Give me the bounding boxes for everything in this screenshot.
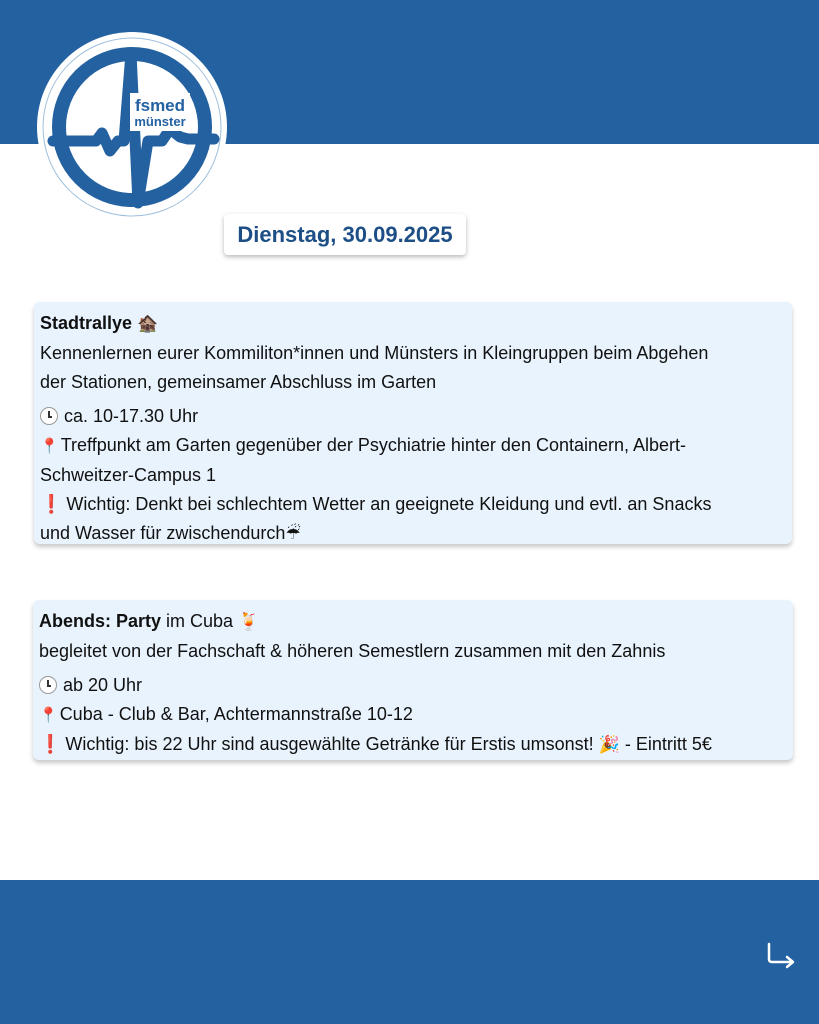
event-note-line2: und Wasser für zwischendurch [40,523,286,543]
footer-band [0,880,819,1024]
event-time: ab 20 Uhr [63,675,143,695]
event-card-stadtrallye [34,302,792,544]
party-popper-icon: 🎉 [598,735,620,755]
clock-icon [39,676,57,694]
event-title: Stadtrallye [40,313,133,333]
event-description-line: der Stationen, gemeinsamer Abschluss im Garten [40,372,437,392]
exclamation-icon: ❗ [39,734,62,754]
cocktail-icon: 🍹 [238,612,260,632]
event-title-rest: im Cuba [161,611,234,631]
pin-icon: 📍 [40,438,59,455]
arrow-next-icon[interactable] [764,941,798,969]
event-description: begleitet von der Fachschaft & höheren Semestlern zusammen mit den Zahnis [39,641,666,661]
exclamation-icon: ❗ [40,494,63,514]
event-title: Abends: Party [39,611,162,631]
event-card-party [33,600,793,760]
date-label [224,214,466,255]
logo-text-line1: fsmed [134,96,186,115]
event-note-end: - Eintritt 5€ [619,734,712,754]
fsmed-logo [36,31,228,223]
event-location: Cuba - Club & Bar, Achtermannstraße 10-12 [59,704,413,724]
event-description-line: Kennenlernen eurer Kommiliton*innen und Münsters in Kleingruppen beim Abgehen [40,343,709,363]
event-time: ca. 10-17.30 Uhr [64,406,199,426]
house-emoji-icon: 🏚️ [137,314,159,334]
logo-text-line2: münster [134,114,186,129]
clock-icon [40,407,58,425]
event-note: Wichtig: bis 22 Uhr sind ausgewählte Getränke für Erstis umsonst! [65,734,599,754]
event-location-line2: Schweitzer-Campus 1 [40,465,217,485]
pin-icon: 📍 [39,707,58,724]
event-location: Treffpunkt am Garten gegenüber der Psychiatrie hinter den Containern, Albert- [60,435,687,455]
umbrella-icon: ☔ [285,524,301,544]
date-text: Dienstag, 30.09.2025 [237,221,453,247]
event-note: Wichtig: Denkt bei schlechtem Wetter an geeignete Kleidung und evtl. an Snacks [66,494,712,514]
